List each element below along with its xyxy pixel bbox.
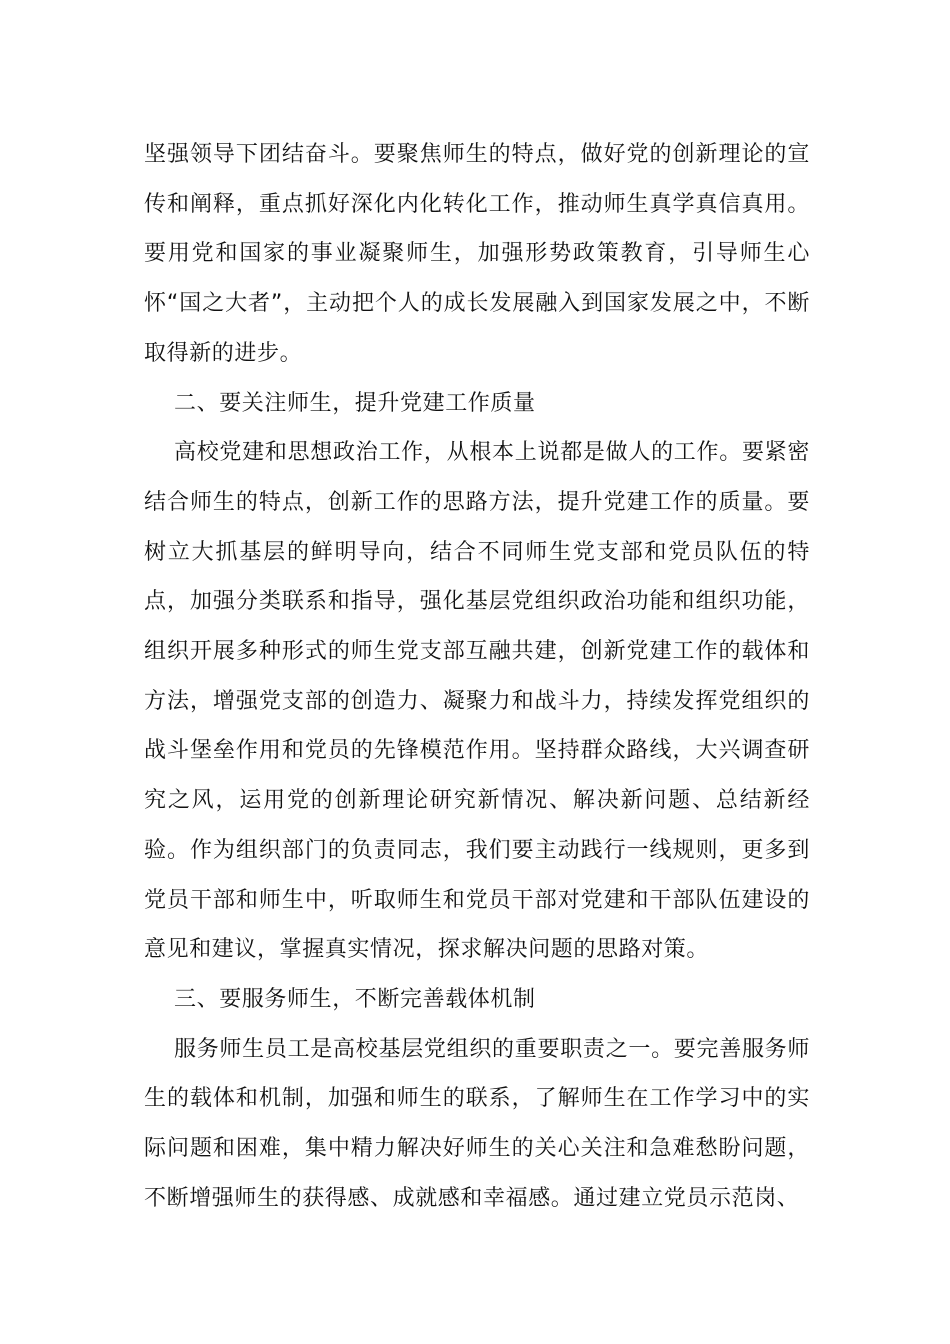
section-heading-two: 二、要关注师生，提升党建工作质量 xyxy=(174,390,536,416)
paragraph-section-three: 服务师生员工是高校基层党组织的重要职责之一。要完善服务师生的载体和机制，加强和师生的联系，了解师生在工作学习中的实际问题和困难，集中精力解决好师生的关心关注和急难愁盼问题，不断增强师生的获得感、成就感和幸福感。通过建立党员示范岗、 xyxy=(144,1036,810,1211)
paragraph-section-two: 高校党建和思想政治工作，从根本上说都是做人的工作。要紧密结合师生的特点，创新工作的思路方法，提升党建工作的质量。要树立大抓基层的鲜明导向，结合不同师生党支部和党员队伍的特点，加强分类联系和指导，强化基层党组织政治功能和组织功能，组织开展多种形式的师生党支部互融共建，创新党建工作的载体和方法，增强党支部的创造力、凝聚力和战斗力，持续发挥党组织的战斗堡垒作用和党员的先锋模范作用。坚持群众路线，大兴调查研究之风，运用党的创新理论研究新情况、解决新问题、总结新经验。作为组织部门的负责同志，我们要主动践行一线规则，更多到党员干部和师生中，听取师生和党员干部对党建和干部队伍建设的意见和建议，掌握真实情况，探求解决问题的思路对策。 xyxy=(144,440,810,963)
paragraph-continued: 坚强领导下团结奋斗。要聚焦师生的特点，做好党的创新理论的宣传和阐释，重点抓好深化内化转化工作，推动师生真学真信真用。要用党和国家的事业凝聚师生，加强形势政策教育，引导师生心怀“国之大者”，主动把个人的成长发展融入到国家发展之中，不断取得新的进步。 xyxy=(144,142,810,366)
section-heading-three: 三、要服务师生，不断完善载体机制 xyxy=(174,986,536,1012)
document-body xyxy=(144,130,810,1223)
